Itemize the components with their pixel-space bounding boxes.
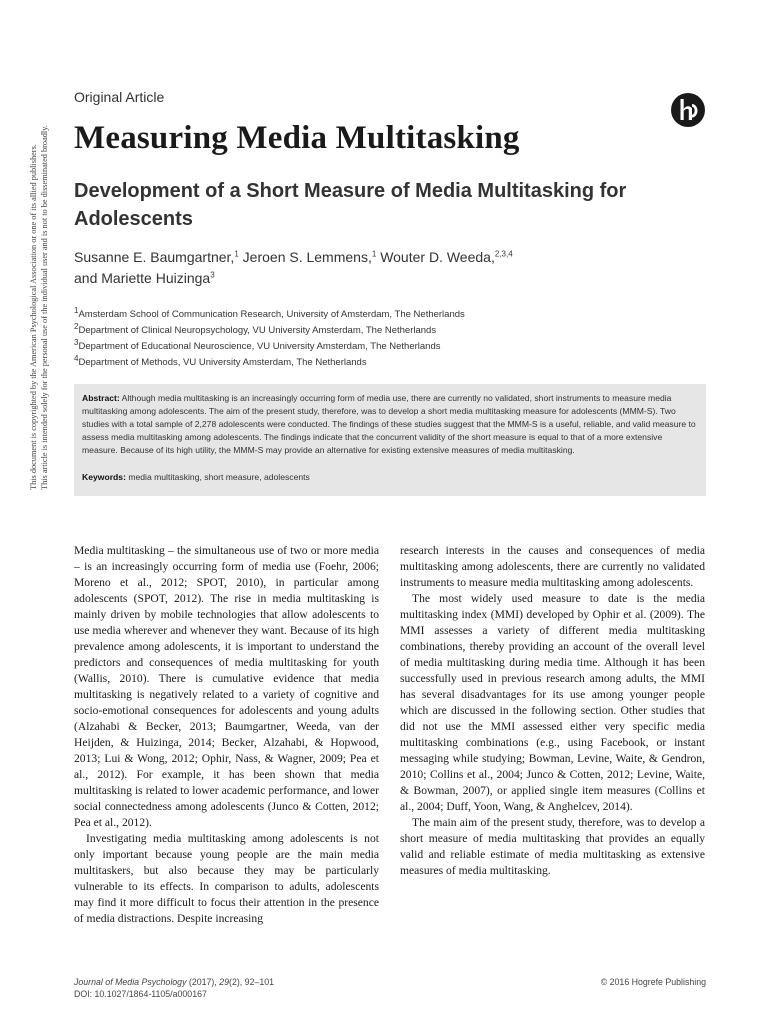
body-paragraph: Media multitasking – the simultaneous use of two or more media – is an increasingly occurring form of media use (Foehr, 2006; Moreno et al., 2012; SPOT, 2010), in particular among adolescents (SPOT, 2012). The rise in media multitasking is mainly driven by mobile technologies that allow adolescents to use media wherever and whenever they want. Because of its high prevalence among adolescents, it is important to understand the predictors and consequences of media multitasking for youth (Wallis, 2010). There is cumulative evidence that media multitasking is negatively related to a variety of cognitive and socio-emotional consequences for adolescents and young adults (Alzahabi & Becker, 2013; Baumgartner, Weeda, van der Heijden, & Huizinga, 2014; Becker, Alzahabi, & Hopwood, 2013; Lui & Wong, 2012; Ophir, Nass, & Wagner, 2009; Pea et al., 2012). For example, it has been shown that media multitasking is related to lower academic performance, and lower social connectedness among adolescents (Junco & Cotten, 2012; Pea et al., 2012). bbox=[74, 544, 379, 829]
author-name: Susanne E. Baumgartner, bbox=[74, 249, 235, 265]
journal-name: Journal of Media Psychology bbox=[74, 977, 187, 987]
author-name: and Mariette Huizinga bbox=[74, 270, 211, 286]
keywords-label: Keywords: bbox=[82, 472, 126, 482]
author-affiliation-mark: 2,3,4 bbox=[494, 249, 513, 259]
affiliation-text: Department of Clinical Neuropsychology, VU University Amsterdam, The Netherlands bbox=[78, 325, 437, 336]
sidebar-notice-line: This document is copyrighted by the American Psychological Association or one of its allied publishers. bbox=[29, 144, 38, 490]
citation-year: (2017), bbox=[186, 977, 220, 987]
affiliation-text: Department of Educational Neuroscience, VU University Amsterdam, The Netherlands bbox=[78, 341, 441, 352]
affiliation-text: Department of Methods, VU University Amsterdam, The Netherlands bbox=[78, 357, 367, 368]
abstract-label: Abstract: bbox=[82, 393, 120, 403]
citation-issue-pages: (2), 92–101 bbox=[229, 977, 275, 987]
sidebar-notice-line: This article is intended solely for the personal use of the individual user and is not to be disseminated broadly. bbox=[40, 125, 49, 490]
doi: DOI: 10.1027/1864-1105/a000167 bbox=[74, 989, 207, 999]
author-affiliation-mark: 1 bbox=[234, 249, 239, 259]
article-subtitle: Development of a Short Measure of Media Multitasking for Adolescents bbox=[74, 180, 627, 230]
author-affiliation-mark: 1 bbox=[371, 249, 377, 259]
keywords-line bbox=[82, 471, 698, 484]
affiliation bbox=[74, 307, 465, 323]
abstract-box bbox=[74, 384, 706, 496]
affiliation bbox=[74, 355, 465, 371]
author-name: Wouter D. Weeda, bbox=[380, 249, 495, 265]
affiliation bbox=[74, 339, 465, 355]
hogrefe-logo-icon bbox=[670, 92, 706, 128]
body-paragraph: The most widely used measure to date is the media multitasking index (MMI) developed by Ophir et al. (2009). The MMI assesses a variety of different media multitasking combinations, thereby providing an account of the overall level of media multitasking during media time. Although it has been successfully used in previous research among adults, the MMI has several disadvantages for its use among younger people which are discussed in the following section. Other studies that did not use the MMI assessed either very specific media multitasking combinations (e.g., using Facebook, or instant messaging while studying; Bowman, Levine, Waite, & Gendron, 2010; Collins et al., 2004; Junco & Cotten, 2012; Levine, Waite, & Bowman, 2007), or applied single item measures (Collins et al., 2004; Duff, Yoon, Wang, & Anghelcev, 2014). bbox=[400, 592, 705, 813]
body-paragraph: Investigating media multitasking among adolescents is not only important because young people are the main media multitaskers, but also because they may be particularly vulnerable to its effects. In comparison to adults, adolescents may find it more difficult to focus their attention in the presence of media distractions. Despite increasing bbox=[74, 832, 379, 925]
body-column-right bbox=[400, 543, 705, 879]
affiliation-mark: 3 bbox=[74, 337, 79, 347]
journal-citation bbox=[74, 976, 274, 988]
abstract-text: Although media multitasking is an increasingly occurring form of media use, there are currently no validated, short instruments to measure media multitasking among adolescents. The aim of the present study, therefore, was to develop a short media multitasking measure for adolescents (MMM-S). Two studies with a total sample of 2,278 adolescents were conducted. The findings of these studies suggest that the MMM-S is a useful, reliable, and valid measure to assess media multitasking among adolescents. The findings indicate that the concurrent validity of the short measure is equal to that of a more extensive measure. Because of its high utility, the MMM-S may provide an alternative for existing extensive measures of media multitasking. bbox=[82, 393, 696, 455]
affiliation-mark: 1 bbox=[74, 305, 79, 315]
affiliation bbox=[74, 323, 465, 339]
body-column-left bbox=[74, 543, 379, 927]
body-paragraph: research interests in the causes and consequences of media multitasking among adolescents, there are currently no validated instruments to measure media multitasking among adolescents. bbox=[400, 544, 705, 589]
affiliation-mark: 4 bbox=[74, 353, 79, 363]
affiliation-mark: 2 bbox=[74, 321, 79, 331]
abstract-paragraph bbox=[82, 392, 698, 457]
author-affiliation-mark: 3 bbox=[210, 270, 215, 280]
page-footer-left bbox=[74, 976, 274, 1000]
article-title: Measuring Media Multitasking bbox=[74, 120, 520, 156]
author-list bbox=[74, 247, 694, 289]
keywords-text: media multitasking, short measure, adolescents bbox=[128, 472, 310, 482]
copyright-notice: © 2016 Hogrefe Publishing bbox=[600, 977, 706, 987]
affiliation-text: Amsterdam School of Communication Research, University of Amsterdam, The Netherlands bbox=[78, 309, 465, 320]
affiliation-list bbox=[74, 307, 465, 371]
article-type: Original Article bbox=[74, 89, 165, 105]
author-name: Jeroen S. Lemmens, bbox=[242, 249, 372, 265]
body-paragraph: The main aim of the present study, therefore, was to develop a short measure of media multitasking that provides an equally valid and reliable estimate of media multitasking as extensive measures of media multitasking. bbox=[400, 816, 705, 877]
citation-volume: 29 bbox=[219, 977, 230, 987]
